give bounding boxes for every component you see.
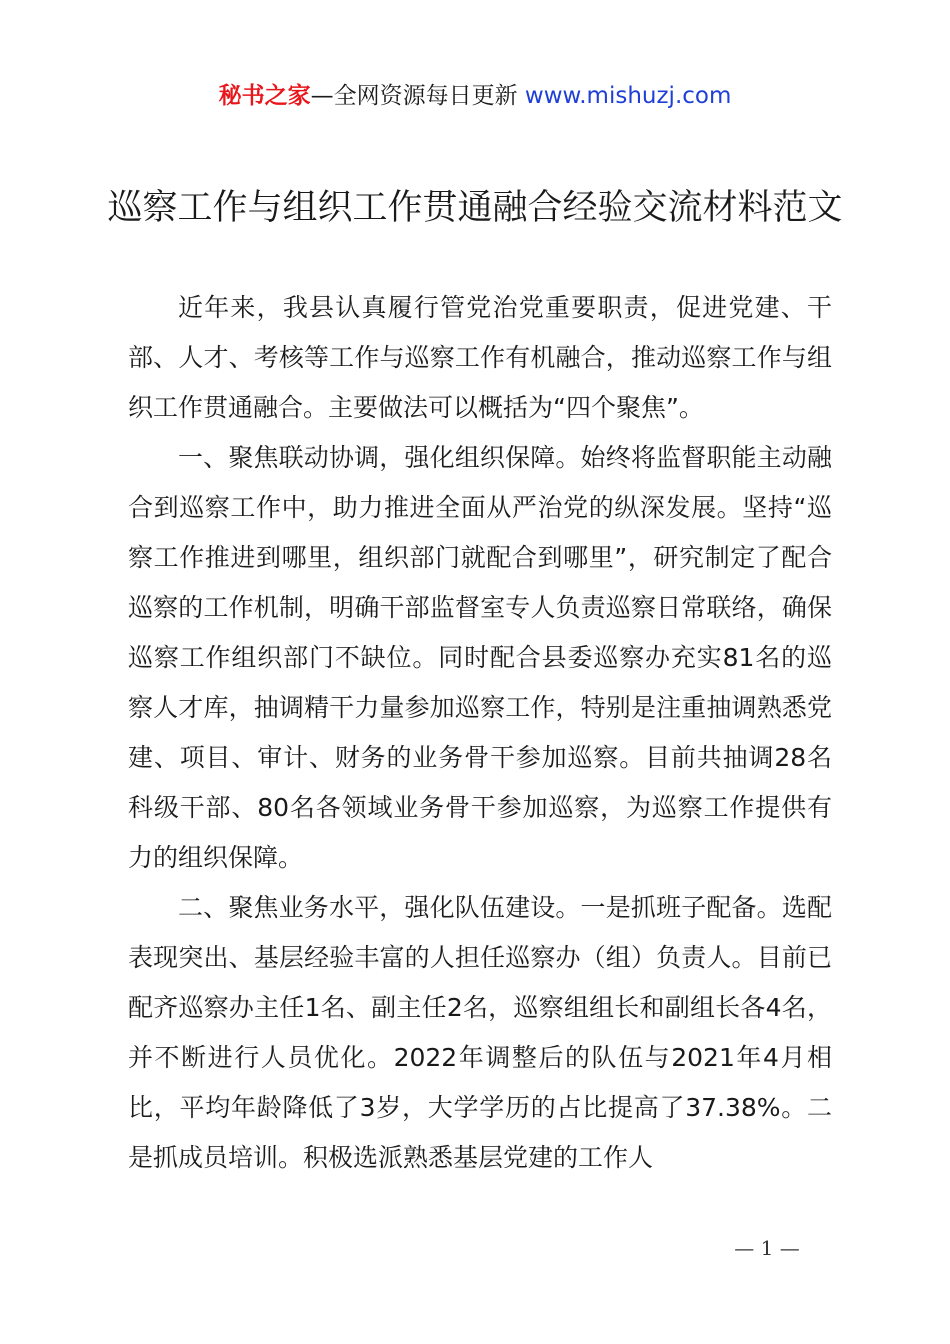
document-body xyxy=(128,283,832,1183)
document-title: 巡察工作与组织工作贯通融合经验交流材料范文 xyxy=(107,188,843,228)
paragraph: 二、聚焦业务水平，强化队伍建设。一是抓班子配备。选配表现突出、基层经验丰富的人担任巡察办（组）负责人。目前已配齐巡察办主任1名、副主任2名，巡察组组长和副组长各4名，并不断进行人员优化。2022年调整后的队伍与2021年4月相比，平均年龄降低了3岁，大学学历的占比提高了37.38%。二是抓成员培训。积极选派熟悉基层党建的工作人 xyxy=(128,893,832,1172)
page-number: — 1 — xyxy=(734,1236,800,1260)
paragraph: 一、聚焦联动协调，强化组织保障。始终将监督职能主动融合到巡察工作中，助力推进全面从严治党的纵深发展。坚持“巡察工作推进到哪里，组织部门就配合到哪里”，研究制定了配合巡察的工作机制，明确干部监督室专人负责巡察日常联络，确保巡察工作组织部门不缺位。同时配合县委巡察办充实81名的巡察人才库，抽调精干力量参加巡察工作，特别是注重抽调熟悉党建、项目、审计、财务的业务骨干参加巡察。目前共抽调28名科级干部、80名各领域业务骨干参加巡察，为巡察工作提供有力的组织保障。 xyxy=(128,443,832,872)
site-url-link[interactable]: www.mishuzj.com xyxy=(524,83,732,109)
site-tagline: —全网资源每日更新 xyxy=(310,83,525,109)
site-header xyxy=(0,80,950,112)
paragraph: 近年来，我县认真履行管党治党重要职责，促进党建、干部、人才、考核等工作与巡察工作有机融合，推动巡察工作与组织工作贯通融合。主要做法可以概括为“四个聚焦”。 xyxy=(128,293,832,422)
site-brand: 秘书之家 xyxy=(218,83,311,109)
